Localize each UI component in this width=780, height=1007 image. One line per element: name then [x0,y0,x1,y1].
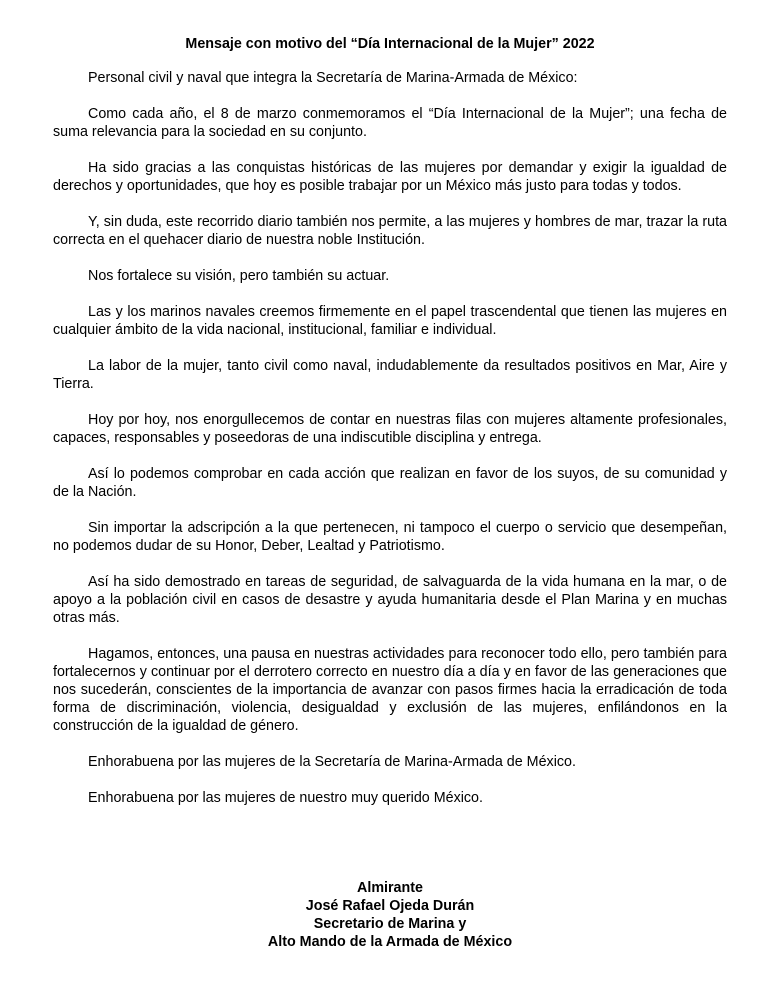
document-title: Mensaje con motivo del “Día Internacional de la Mujer” 2022 [185,36,595,52]
paragraph: La labor de la mujer, tanto civil como naval, indudablemente da resultados positivos en Mar, Aire y Tierra. [53,358,727,392]
signature-position-line1: Secretario de Marina y [313,916,467,932]
paragraph: Hoy por hoy, nos enorgullecemos de contar en nuestras filas con mujeres altamente profesionales, capaces, responsables y poseedoras de una indiscutible disciplina y entrega. [53,412,727,446]
paragraph: Enhorabuena por las mujeres de la Secretaría de Marina-Armada de México. [88,754,576,770]
signature-rank: Almirante [357,880,423,896]
signature-block [0,879,780,951]
paragraph: Así ha sido demostrado en tareas de seguridad, de salvaguarda de la vida humana en la mar, o de apoyo a la población civil en casos de desastre y ayuda humanitaria desde el Plan Marina y en muchas otras más. [53,574,727,626]
paragraph: Así lo podemos comprobar en cada acción que realizan en favor de los suyos, de su comunidad y de la Nación. [53,466,727,500]
paragraph: Y, sin duda, este recorrido diario también nos permite, a las mujeres y hombres de mar, trazar la ruta correcta en el quehacer diario de nuestra noble Institución. [53,214,727,248]
paragraph: Como cada año, el 8 de marzo conmemoramos el “Día Internacional de la Mujer”; una fecha de suma relevancia para la sociedad en su conjunto. [53,106,727,140]
signature-position-line2: Alto Mando de la Armada de México [267,934,513,950]
document-body [53,69,727,825]
paragraph: Hagamos, entonces, una pausa en nuestras actividades para reconocer todo ello, pero también para fortalecernos y continuar por el derrotero correcto en nuestro día a día y en favor de las generaciones que nos sucederán, conscientes de la importancia de avanzar con pasos firmes hacia la erradicación de toda forma de discriminación, violencia, desigualdad y exclusión de las mujeres, enfilándonos en la construcción de la igualdad de género. [53,646,727,734]
paragraph: Sin importar la adscripción a la que pertenecen, ni tampoco el cuerpo o servicio que desempeñan, no podemos dudar de su Honor, Deber, Lealtad y Patriotismo. [53,520,727,554]
signature-name: José Rafael Ojeda Durán [305,898,475,914]
paragraph-salutation: Personal civil y naval que integra la Secretaría de Marina-Armada de México: [88,70,578,86]
paragraph: Nos fortalece su visión, pero también su actuar. [88,268,390,284]
paragraph: Las y los marinos navales creemos firmemente en el papel trascendental que tienen las mujeres en cualquier ámbito de la vida nacional, institucional, familiar e individual. [53,304,727,338]
paragraph: Enhorabuena por las mujeres de nuestro muy querido México. [88,790,483,806]
paragraph: Ha sido gracias a las conquistas históricas de las mujeres por demandar y exigir la igualdad de derechos y oportunidades, que hoy es posible trabajar por un México más justo para todas y todos. [53,160,727,194]
